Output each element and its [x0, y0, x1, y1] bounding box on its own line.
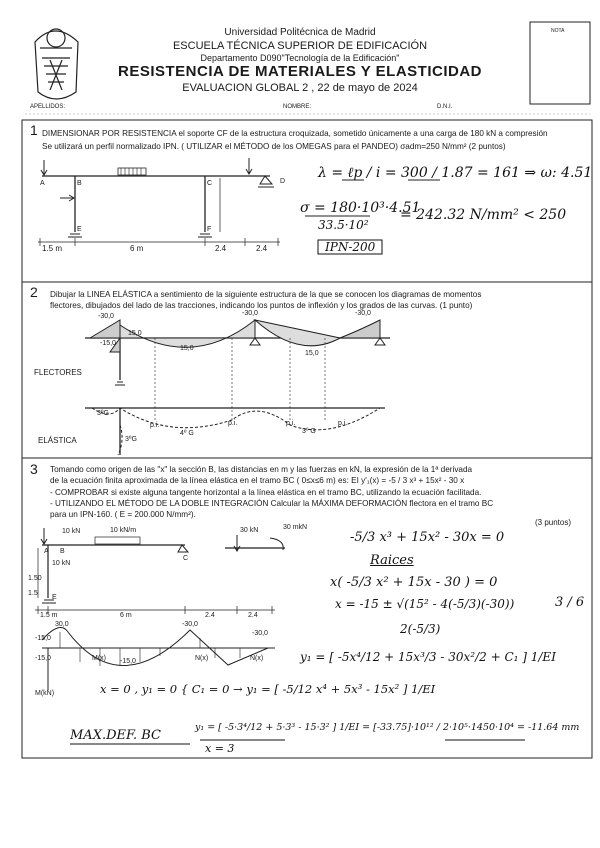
q2-text-line2: flectores, dibujados del lado de las tracciones, indicando los puntos de inflexión y los grados de las curvas. (1 punto)	[50, 301, 473, 310]
q3-hand-final: y₁ = [ -5·3⁴/12 + 5·3³ - 15·3² ] 1/EI = [-33.75]·10¹² / 2·10⁵·1450·10⁴ = -11.64 mm	[195, 722, 580, 733]
q3-text-line1: Tomando como origen de las "x" la sección B, las distancias en m y las fuerzas en kN, la expresión de la 1ª derivada	[50, 465, 473, 474]
q3-hand-boundary: x = 0 , y₁ = 0 { C₁ = 0 → y₁ = [ -5/12 x⁴ + 5x³ - 15x² ] 1/EI	[100, 682, 436, 696]
q2-mark-4: p.i.	[228, 420, 238, 427]
exam-title: EVALUACION GLOBAL 2 , 22 de mayo de 2024	[182, 82, 418, 94]
q3-moment-3: -15,0	[35, 635, 51, 642]
q2-mark-7: p.i.	[338, 420, 348, 427]
nota-label: NOTA	[551, 28, 565, 34]
q1-hand-stress-den: 33.5·10²	[318, 218, 369, 232]
university-name: Universidad Politécnica de Madrid	[224, 27, 376, 38]
q3-hand-max-label: MAX.DEF. BC	[70, 728, 161, 743]
q3-moment-1: 30,0	[55, 621, 69, 628]
q3-hand-x3: x = 3	[205, 742, 235, 755]
q1-hand-stress-result: = 242.32 N/mm² < 250	[400, 207, 567, 223]
q3-load-1: 10 kN	[62, 528, 81, 535]
q2-moment-7: 15,0	[305, 350, 319, 357]
q3-dim-3: 2.4	[205, 612, 215, 619]
q1-dim-2: 6 m	[130, 244, 144, 253]
q2-moment-6: 15,0	[128, 330, 142, 337]
q1-dim-3: 2.4	[215, 244, 227, 253]
q3-moment-label-2: N(x)	[195, 655, 209, 662]
q2-mark-2: p.i.	[150, 422, 160, 429]
q2-flectores-label: FLECTORES	[34, 368, 82, 377]
q3-hand-factor: x( -5/3 x² + 15x - 30 ) = 0	[330, 575, 498, 590]
q3-text-line4: - UTILIZANDO EL MÉTODO DE LA DOBLE INTEGRACIÓN Calcular la MÁXIMA DEFORMACIÓN flectora en el tramo BC	[50, 499, 494, 508]
q3-dim-5: 1.50	[28, 575, 42, 582]
q3-moment-5: -30,0	[252, 630, 268, 637]
q3-moment-label-3: N(x)	[250, 655, 264, 662]
q3-hand-quadratic: x = -15 ± √(15² - 4(-5/3)(-30))	[335, 597, 515, 611]
q3-text-line3: - COMPROBAR si existe alguna tangente horizontal a la línea elástica en el tramo BC, utilizando la ecuación facilitada.	[50, 488, 482, 497]
q3-dim-4: 2.4	[248, 612, 258, 619]
q3-points: (3 puntos)	[535, 518, 572, 527]
q2-moment-3: -30,0	[355, 310, 371, 317]
nombre-label: NOMBRE:	[283, 104, 312, 110]
q2-number: 2	[30, 284, 38, 300]
q2-moment-4: -15,0	[100, 340, 116, 347]
q3-hand-equation: -5/3 x³ + 15x² - 30x = 0	[350, 530, 505, 545]
q3-moment-2: -30,0	[182, 621, 198, 628]
q2-mark-6: 3º G	[302, 428, 316, 435]
dni-label: D.N.I.	[437, 104, 453, 110]
q3-moment-4: -15,0	[35, 655, 51, 662]
q2-moment-1: -30,0	[98, 313, 114, 320]
q2-elastica-label: ELÁSTICA	[38, 436, 77, 445]
q3-load-2: 10 kN/m	[110, 527, 137, 534]
apellidos-label: APELLIDOS:	[30, 104, 66, 110]
q2-text-line1: Dibujar la LINEA ELÁSTICA a sentimiento de la siguiente estructura de la que se conocen los diagramas de momentos	[50, 290, 482, 299]
q2-moment-5: 15,0	[180, 345, 194, 352]
q1-hand-slenderness: λ = ℓp / i = 300 / 1.87 = 161 ⇒ ω: 4.51	[318, 165, 593, 181]
q3-hand-quadratic-den: 2(-5/3)	[400, 622, 441, 636]
q3-dim-1: 1.5 m	[40, 612, 58, 619]
q3-dim-2: 6 m	[120, 612, 132, 619]
q3-moment-6: -15,0	[120, 658, 136, 665]
q3-text-line2: de la ecuación finita aproximada de la línea elástica en el tramo BC ( 0≤x≤6 m) es: EI y'₁(x) = -5 / 3 x³ + 15x² - 30 x	[50, 476, 465, 485]
q1-dim-4: 2.4	[256, 244, 268, 253]
q1-hand-stress-num: σ = 180·10³·4.51	[300, 200, 421, 216]
q1-number: 1	[30, 122, 38, 138]
q3-load-3: 30 kN	[240, 527, 259, 534]
q1-dim-1: 1.5 m	[42, 244, 63, 253]
q3-load-4: 30 mkN	[283, 524, 308, 531]
subject-title: RESISTENCIA DE MATERIALES Y ELASTICIDAD	[118, 63, 482, 80]
q2-mark-1: 3ºG	[97, 410, 109, 417]
q1-text-line1: DIMENSIONAR POR RESISTENCIA el soporte CF de la estructura croquizada, sometido únicamente a una carga de 180 kN a compresión	[42, 129, 548, 138]
q3-text-line5: para un IPN-160. ( E = 200.000 N/mm²).	[50, 510, 196, 519]
q2-mark-8: 3ºG	[125, 436, 137, 443]
q1-hand-answer: IPN-200	[325, 240, 376, 254]
q3-dim-6: 1.5	[28, 590, 38, 597]
q3-load-5: 10 kN	[52, 560, 71, 567]
q3-hand-integral: y₁ = [ -5x⁴/12 + 15x³/3 - 30x²/2 + C₁ ] 1/EI	[300, 650, 556, 664]
q1-text-line2: Se utilizará un perfil normalizado IPN. ( UTILIZAR el MÉTODO de los OMEGAS para el PANDEO) σadm=250 N/mm² (2 puntos)	[42, 142, 506, 151]
school-name: ESCUELA TÉCNICA SUPERIOR DE EDIFICACIÓN	[172, 40, 428, 52]
department-name: Departamento D090"Tecnología de la Edificación"	[200, 53, 400, 63]
q2-moment-2: -30,0	[242, 310, 258, 317]
q3-moment-label-1: M(x)	[92, 655, 106, 662]
q2-mark-3: 4º G	[180, 430, 194, 437]
q3-hand-roots: 3 / 6	[555, 595, 585, 610]
q3-moment-label-4: M(kN)	[35, 690, 55, 697]
q3-hand-raices: Raices	[370, 553, 414, 568]
q2-mark-5: p.i.	[286, 420, 296, 427]
q3-number: 3	[30, 461, 38, 477]
